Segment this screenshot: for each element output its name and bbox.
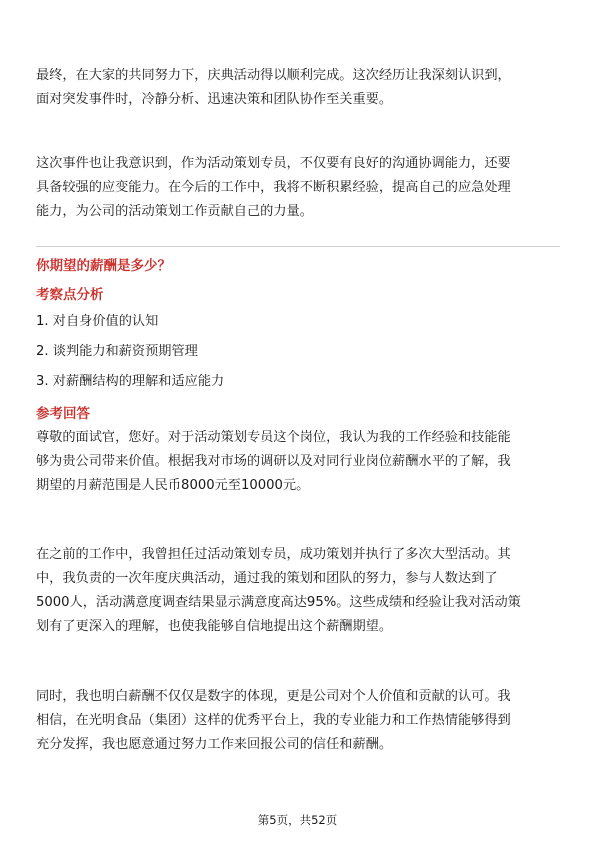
intro-paragraph-2 xyxy=(36,152,562,224)
answer-paragraph-3 xyxy=(36,685,562,757)
text-line: 尊敬的面试官，您好。对于活动策划专员这个岗位，我认为我的工作经验和技能能 xyxy=(36,430,511,445)
question-title: 你期望的薪酬是多少？ xyxy=(36,258,171,274)
text-line: 中，我负责的一次年度庆典活动，通过我的策划和团队的努力，参与人数达到了 xyxy=(36,571,498,586)
text-line: 这次事件也让我意识到，作为活动策划专员，不仅要有良好的沟通协调能力，还要 xyxy=(36,156,511,171)
list-item: 1. 对自身价值的认知 xyxy=(36,314,159,329)
page-number: 第5页，共52页 xyxy=(257,813,338,827)
analysis-list xyxy=(36,307,224,397)
text-line: 期望的月薪范围是人民币8000元至10000元。 xyxy=(36,478,310,493)
list-item: 2. 谈判能力和薪资预期管理 xyxy=(36,344,198,359)
text-line: 划有了更深入的理解，也使我能够自信地提出这个薪酬期望。 xyxy=(36,619,393,634)
text-line: 最终，在大家的共同努力下，庆典活动得以顺利完成。这次经历让我深刻认识到， xyxy=(36,68,511,83)
analysis-heading: 考察点分析 xyxy=(36,287,104,303)
section-divider xyxy=(36,246,560,247)
text-line: 相信，在光明食品（集团）这样的优秀平台上，我的专业能力和工作热情能够得到 xyxy=(36,713,511,728)
answer-paragraph-2 xyxy=(36,543,562,639)
text-line: 同时，我也明白薪酬不仅仅是数字的体现，更是公司对个人价值和贡献的认可。我 xyxy=(36,689,511,704)
text-line: 充分发挥，我也愿意通过努力工作来回报公司的信任和薪酬。 xyxy=(36,737,393,752)
text-line: 在之前的工作中，我曾担任过活动策划专员，成功策划并执行了多次大型活动。其 xyxy=(36,547,511,562)
text-line: 能力，为公司的活动策划工作贡献自己的力量。 xyxy=(36,204,313,219)
text-line: 够为贵公司带来价值。根据我对市场的调研以及对同行业岗位薪酬水平的了解，我 xyxy=(36,454,511,469)
text-line: 面对突发事件时，冷静分析、迅速决策和团队协作至关重要。 xyxy=(36,92,393,107)
text-line: 具备较强的应变能力。在今后的工作中，我将不断积累经验，提高自己的应急处理 xyxy=(36,180,511,195)
list-item: 3. 对薪酬结构的理解和适应能力 xyxy=(36,374,225,389)
intro-paragraph-1 xyxy=(36,64,562,112)
answer-paragraph-1 xyxy=(36,426,562,498)
text-line: 5000人，活动满意度调查结果显示满意度高达95%。这些成绩和经验让我对活动策 xyxy=(36,595,521,610)
answer-heading: 参考回答 xyxy=(36,406,90,422)
